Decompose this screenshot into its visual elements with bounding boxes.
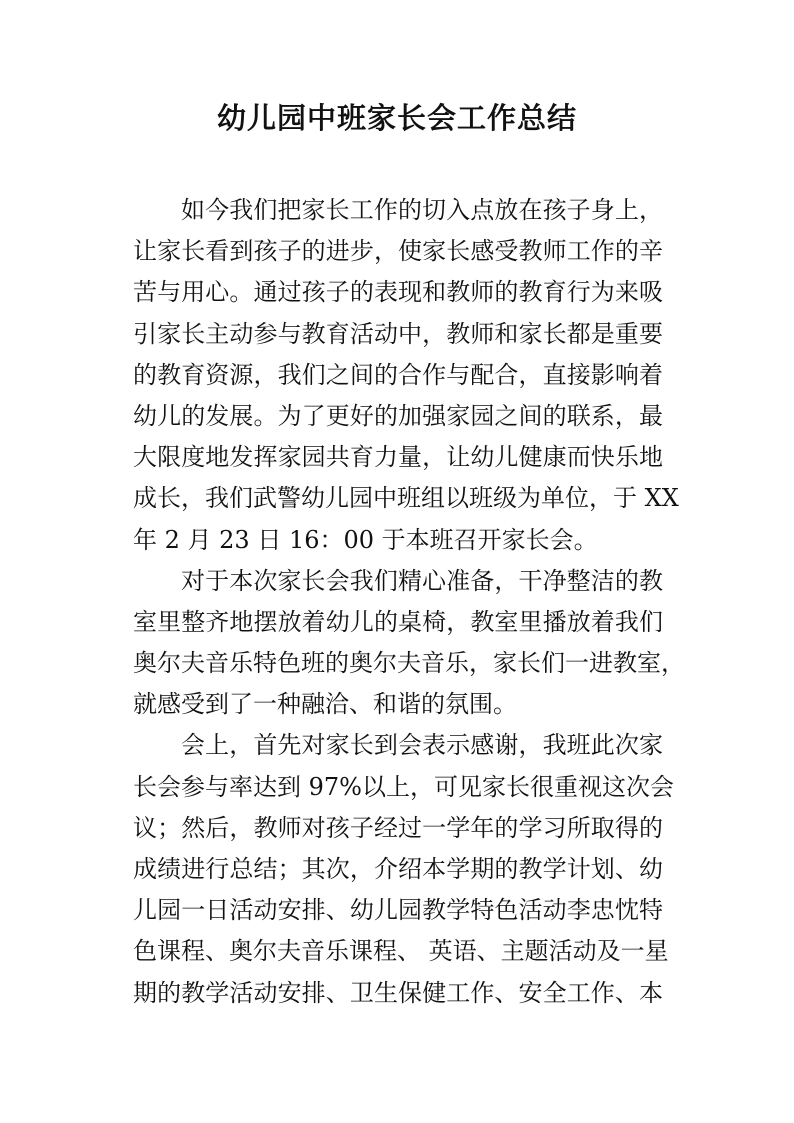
text-line: 议；然后，教师对孩子经过一学年的学习所取得的 bbox=[133, 813, 663, 842]
text-line: 色课程、奥尔夫音乐课程、 英语、主题活动及一星 bbox=[133, 937, 669, 966]
text-line: 如今我们把家长工作的切入点放在孩子身上， bbox=[181, 196, 663, 224]
page-title: 幼儿园中班家长会工作总结 bbox=[216, 101, 577, 135]
text-line: 成长，我们武警幼儿园中班组以班级为单位，于 XX bbox=[133, 484, 679, 513]
text-line: 成绩进行总结；其次，介绍本学期的教学计划、幼 bbox=[133, 855, 663, 883]
text-line: 的教育资源，我们之间的合作与配合，直接影响着 bbox=[133, 360, 663, 389]
text-line: 大限度地发挥家园共育力量，让幼儿健康而快乐地 bbox=[133, 443, 663, 472]
text-line: 引家长主动参与教育活动中，教师和家长都是重要 bbox=[133, 319, 663, 348]
text-line: 让家长看到孩子的进步，使家长感受教师工作的辛 bbox=[133, 237, 663, 266]
text-line: 对于本次家长会我们精心准备，干净整洁的教 bbox=[181, 566, 663, 595]
text-line: 苦与用心。通过孩子的表现和教师的教育行为来吸 bbox=[133, 278, 663, 307]
text-line: 期的教学活动安排、卫生保健工作、安全工作、本 bbox=[133, 978, 663, 1007]
text-line: 年 2 月 23 日 16：00 于本班召开家长会。 bbox=[133, 525, 598, 554]
text-line: 儿园一日活动安排、幼儿园教学特色活动李忠忱特 bbox=[133, 896, 663, 925]
text-line: 会上，首先对家长到会表示感谢，我班此次家 bbox=[181, 731, 663, 760]
text-line: 就感受到了一种融洽、和谐的氛围。 bbox=[133, 690, 517, 719]
body-text bbox=[133, 190, 685, 1014]
text-line: 幼儿的发展。为了更好的加强家园之间的联系，最 bbox=[133, 401, 663, 430]
text-line: 奥尔夫音乐特色班的奥尔夫音乐，家长们一进教室， bbox=[133, 649, 685, 678]
text-line: 长会参与率达到 97%以上，可见家长很重视这次会 bbox=[133, 772, 674, 801]
text-line: 室里整齐地摆放着幼儿的桌椅，教室里播放着我们 bbox=[133, 607, 663, 636]
